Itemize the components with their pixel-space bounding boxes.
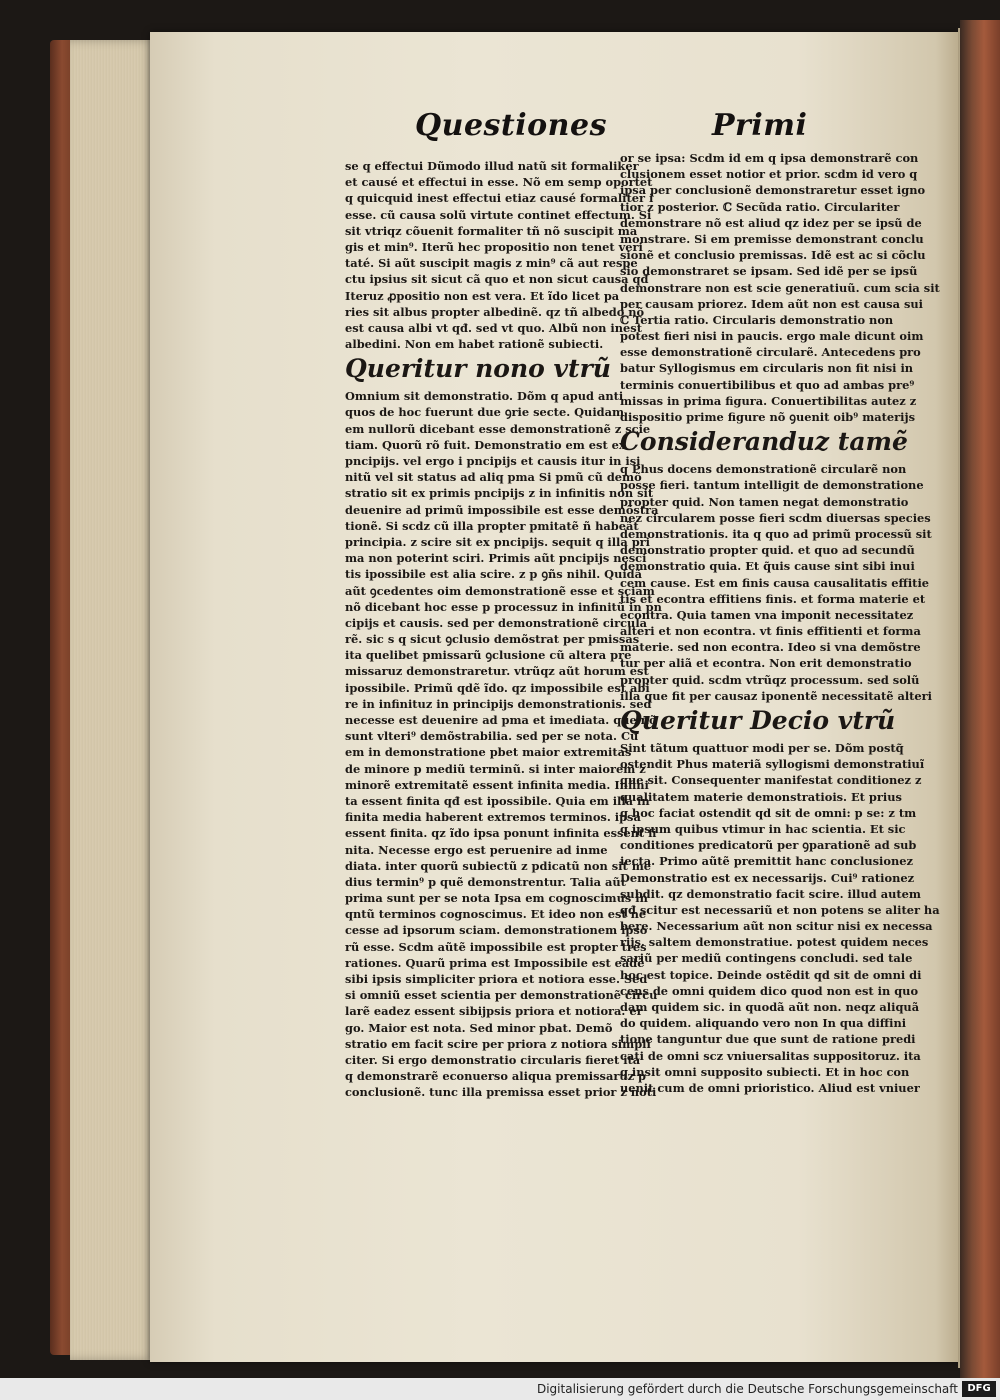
text-line: rijs. saltem demonstratiue. potest quidem neces — [620, 935, 929, 950]
text-line: tiam. Quorũ rõ fuit. Demonstratio em est ex — [345, 437, 626, 452]
text-line: sariũ per mediũ contingens concludi. sed tale — [620, 951, 913, 966]
text-line: nez circularem posse fieri scdm diuersas species — [620, 510, 931, 525]
text-line: ma non poterint sciri. Primis aũt pncipijs nesci — [345, 551, 647, 566]
text-line: aũt ꝯcedentes oim demonstrationẽ esse et sciam — [345, 583, 655, 598]
text-line: tior z posterior. ℂ Secũda ratio. Circulariter — [620, 199, 900, 214]
text-line: et causé et effectui in esse. Nõ em semp oportet — [345, 175, 653, 190]
text-line: dius termin⁹ p quẽ demonstrentur. Talia aũt — [345, 874, 626, 889]
text-line: ℂ Tertia ratio. Circularis demonstratio non — [620, 312, 894, 327]
text-line: albedini. Non em habet rationẽ subiecti. — [345, 337, 604, 352]
text-line: est causa albi vt qđ. sed vt quo. Albũ non inest — [345, 320, 642, 335]
text-line: cem cause. Est em finis causa causalitatis effitie — [620, 575, 930, 590]
section-heading: Queritur Decio vtrũ — [620, 706, 896, 735]
running-head-left: Questiones — [415, 108, 607, 143]
text-line: qđ scitur est necessariũ et non potens se aliter ha — [620, 902, 940, 917]
text-line: or se ipsa: Scdm id em q ipsa demonstrarẽ con — [620, 151, 919, 165]
page-edges — [70, 40, 155, 1360]
text-line: rũ esse. Scdm aũtẽ impossibile est propter tres — [345, 939, 647, 954]
text-line: Demonstratio est ex necessarijs. Cui⁹ rationez — [620, 870, 915, 885]
text-line: tionẽ. Si scdz cũ illa propter pmitatẽ ñ habeãt — [345, 518, 639, 533]
text-line: missaruz demonstraretur. vtrũqz aũt horum est — [345, 664, 649, 679]
text-line: demonstrare nõ est aliud qz idez per se ipsũ de — [620, 215, 922, 230]
text-column-left — [345, 158, 662, 1101]
text-line: potest fieri nisi in paucis. ergo male dicunt oim — [620, 329, 924, 344]
text-line: qualitatem materie demonstratiois. Et prius — [620, 789, 902, 804]
text-line: ctu ipsius sit sicut cã quo et non sicut causa qđ — [345, 272, 649, 287]
text-line: tione tanguntur due que sunt de ratione predi — [620, 1032, 916, 1047]
text-line: rationes. Quarũ prima est Impossibile est eadẽ — [345, 955, 645, 970]
text-line: sibi ipsis simpliciter priora et notiora esse. Sed — [345, 972, 648, 986]
text-line: uenit cum de omni prioristico. Aliud est vniuer — [620, 1080, 920, 1095]
text-line: nitũ vel sit status ad aliq pma Si pmũ cũ demõ — [345, 470, 642, 485]
text-line: cati de omni scz vniuersalitas suppositoruz. ita — [620, 1048, 921, 1063]
text-line: missas in prima figura. Conuertibilitas autez z — [620, 393, 917, 408]
text-line: qntũ terminos cognoscimus. Et ideo non est ne — [345, 907, 647, 922]
running-head-right: Primi — [712, 108, 808, 143]
text-line: necesse est deuenire ad pma et imediata. que nõ — [345, 713, 657, 727]
text-line: clusionem esset notior et prior. scdm id vero q — [620, 167, 918, 182]
right-book-board — [960, 20, 1000, 1380]
text-line: prima sunt per se nota Ipsa em cognoscimus in — [345, 891, 648, 906]
text-line: diata. inter quorũ subiectũ z pdicatũ non sit me — [345, 858, 652, 873]
text-line: esse demonstrationẽ circularẽ. Antecedens pro — [620, 345, 921, 360]
dfg-logo: DFG — [962, 1381, 996, 1397]
text-line: esse. cũ causa solũ virtute continet effectum. Si — [345, 207, 652, 222]
text-line: minorẽ extremitatẽ essent infinita media. Infini — [345, 777, 649, 792]
text-line: go. Maior est nota. Sed minor pbat. Demõ — [345, 1020, 613, 1035]
funding-notice: Digitalisierung gefördert durch die Deutsche Forschungsgemeinschaft — [536, 1382, 958, 1396]
text-line: nõ dicebant hoc esse p processuz in infinitũ in pn — [345, 599, 662, 614]
text-line: Omnium sit demonstratio. Dõm q apud anti — [345, 389, 624, 404]
text-line: rẽ. sic s q sicut ꝯclusio demõstrat per pmissas — [345, 632, 640, 647]
text-line: Iteruz ꝓpositio non est vera. Et ĩdo licet pa — [345, 288, 620, 303]
text-line: principia. z scire sit ex pncipijs. sequit q illa pri — [345, 534, 651, 549]
text-line: illa que fit per causaz iponentẽ necessitatẽ alteri — [620, 688, 932, 703]
text-line: ostendit Phus materiã syllogismi demonstratiuĩ — [620, 757, 925, 772]
text-line: hoc est topice. Deinde ostẽdit qd sit de omni di — [620, 967, 922, 982]
text-line: nita. Necesse ergo est peruenire ad inme — [345, 842, 608, 857]
text-line: em in demonstratione pbet maior extremitas — [345, 745, 632, 760]
text-line: demonstratio propter quid. et quo ad secundũ — [620, 543, 915, 558]
text-line: finita media haberent extremos terminos. ipsa — [345, 810, 641, 825]
text-line: cens de omni quidem dico quod non est in quo — [620, 983, 919, 998]
text-line: demonstrare non est scie generatiuũ. cum scia sit — [620, 280, 940, 295]
text-line: tis et econtra effitiens finis. et forma materie et — [620, 591, 926, 606]
text-line: sionẽ et conclusio premissas. Idẽ est ac si cõclu — [620, 248, 926, 263]
text-line: cesse ad ipsorum sciam. demonstrationem ipso — [345, 923, 648, 938]
text-line: essent finita. qz ĩdo ipsa ponunt infinita essent fi — [345, 826, 657, 841]
text-line: quos de hoc fuerunt due ꝯrie secte. Quidam — [345, 405, 625, 420]
text-line: q insit omni supposito subiecti. Et in hoc con — [620, 1064, 910, 1079]
text-line: q ipsum quibus vtimur in hac scientia. Et sic — [620, 821, 906, 836]
text-line: monstrare. Si em premisse demonstrant conclu — [620, 231, 924, 246]
text-line: conclusionẽ. tunc illa premissa esset prior z noti — [345, 1085, 657, 1100]
text-line: batur Syllogismus em circularis non fit nisi in — [620, 361, 914, 376]
section-heading: Consideranduz tamẽ — [620, 427, 908, 457]
text-line: do quidem. aliquando vero non In qua diffini — [620, 1016, 907, 1031]
text-line: em nullorũ dicebant esse demonstrationẽ z scie — [345, 421, 651, 436]
text-line: demonstrationis. ita q quo ad primũ processũ sit — [620, 526, 932, 541]
text-line: alteri et non econtra. vt finis effitienti et forma — [620, 624, 921, 639]
text-line: de minore p mediũ terminũ. si inter maiorem z — [345, 761, 646, 776]
text-line: bere. Necessarium aũt non scitur nisi ex necessa — [620, 919, 933, 934]
text-line: iecta. Primo aũtẽ premittit hanc conclusionez — [620, 854, 913, 869]
text-line: per causam priorez. Idem aũt non est causa sui — [620, 296, 923, 311]
text-line: conditiones predicatorũ per ꝯparationẽ ad sub — [620, 838, 917, 853]
text-line: ipsa per conclusionẽ demonstraretur esset igno — [620, 183, 926, 198]
text-line: gis et min⁹. Iterũ hec propositio non tenet veri — [345, 239, 643, 254]
text-line: q hoc faciat ostendit qd sit de omni: p se: z tm — [620, 805, 917, 820]
text-line: pncipijs. vel ergo i pncipijs et causis itur in isi — [345, 454, 641, 468]
text-line: sio demonstraret se ipsam. Sed idẽ per se ipsũ — [620, 264, 918, 279]
footer-bar — [0, 1378, 1000, 1400]
text-line: subdit. qz demonstratio facit scire. illud autem — [620, 886, 921, 901]
text-line: se q effectui Dũmodo illud natũ sit formaliker — [345, 159, 639, 173]
text-line: Sint tãtum quattuor modi per se. Dõm postq̃ — [620, 741, 904, 755]
text-line: dispositio prime figure nõ ꝯuenit oib⁹ materijs — [620, 410, 916, 424]
text-line: stratio em facit scire per priora z notiora simpli — [345, 1036, 651, 1051]
text-line: re in infinituz in principijs demonstrationis. sed — [345, 696, 652, 711]
text-line: ipossibile. Primũ qdẽ ĩdo. qz impossibile est abi — [345, 680, 650, 695]
section-heading: Queritur nono vtrũ — [345, 354, 611, 384]
text-line: larẽ eadez essent sibijpsis priora et notiora. er — [345, 1004, 643, 1019]
text-line: tis ipossibile est alia scire. z p ꝯñs nihil. Quidã — [345, 567, 643, 582]
text-line: ta essent finita qđ est ipossibile. Quia em illa in — [345, 793, 650, 808]
text-line: sunt vlteri⁹ demõstrabilia. sed per se nota. Cũ — [345, 729, 639, 744]
text-line: deuenire ad primũ impossibile est esse demõstra — [345, 502, 659, 517]
text-line: que sit. Consequenter manifestat conditionez z — [620, 773, 922, 788]
text-line: dam quidem sic. in quodã aũt non. neqz aliquã — [620, 1000, 920, 1014]
text-line: propter quid. Non tamen negat demonstratio — [620, 494, 909, 509]
text-line: econtra. Quia tamen vna imponit necessitatez — [620, 607, 914, 622]
text-line: ries sit albus propter albedinẽ. qz tñ albedo nõ — [345, 304, 645, 319]
text-line: taté. Si aũt suscipit magis z min⁹ cã aut respe — [345, 256, 638, 271]
text-line: propter quid. scdm vtrũqz processum. sed solũ — [620, 672, 920, 687]
text-line: tur per aliã et econtra. Non erit demonstratio — [620, 656, 912, 671]
text-line: q quicquid inest effectui etiaz causé formaliter i — [345, 191, 654, 206]
text-column-right — [620, 150, 940, 1096]
text-line: stratio sit ex primis pncipijs z in infinitis non sit — [345, 486, 654, 501]
text-line: si omniũ esset scientia per demonstrationẽ circu — [345, 988, 658, 1003]
text-line: posse fieri. tantum intelligit de demonstratione — [620, 478, 924, 493]
text-line: ita quelibet pmissarũ ꝯclusione cũ altera pre — [345, 648, 632, 663]
text-line: materie. sed non econtra. Ideo si vna demõstre — [620, 640, 921, 655]
text-line: q Phus docens demonstrationẽ circularẽ non — [620, 462, 907, 477]
text-line: citer. Si ergo demonstratio circularis fieret ita — [345, 1052, 641, 1067]
text-line: q demonstrarẽ econuerso aliqua premissaruz p — [345, 1069, 647, 1084]
text-line: demonstratio quia. Et q̃uis cause sint sibi inui — [620, 559, 915, 574]
text-line: sit vtriqz cõuenit formaliter tñ nõ suscipit ma — [345, 223, 638, 238]
text-line: terminis conuertibilibus et quo ad ambas pre⁹ — [620, 377, 915, 392]
text-line: cipijs et causis. sed per demonstrationẽ circula — [345, 615, 648, 630]
